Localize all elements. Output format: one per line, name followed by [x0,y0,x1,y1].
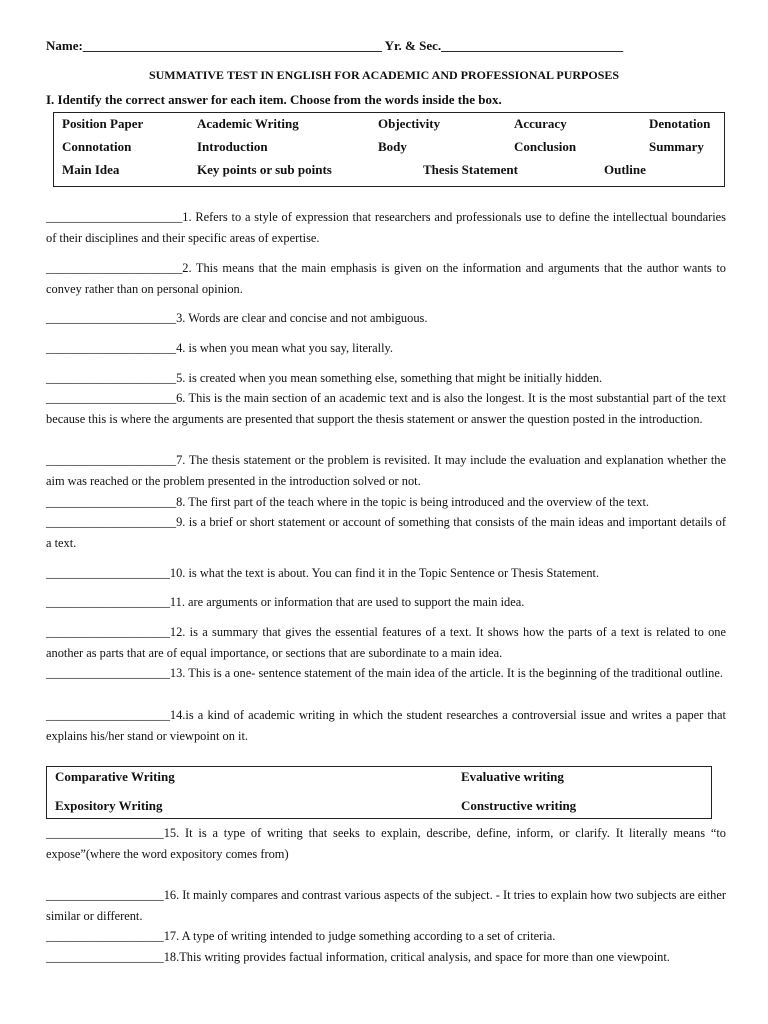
instruction: I. Identify the correct answer for each item. Choose from the words inside the box. [46,92,502,107]
answer-blank[interactable]: ___________________ [46,929,164,943]
question-text: 12. is a summary that gives the essential features of a text. It shows how the parts of a text is related to one another as parts that are of equal importance, or sections that are subordinate to a main idea. [46,625,726,660]
answer-blank[interactable]: ____________________ [46,595,170,609]
question-text: 6. This is the main section of an academic text and is also the longest. It is the most substantial part of the text because this is where the arguments are presented that support the thesis statement or answer the question posted in the introduction. [46,391,726,426]
answer-blank[interactable]: ____________________ [46,666,170,680]
answer-blank[interactable]: _____________________ [46,391,177,405]
answer-blank[interactable]: ____________________ [46,566,170,580]
question-text: 2. This means that the main emphasis is given on the information and arguments that the author wants to convey rather than on personal opinion. [46,261,726,296]
question-item [46,258,726,299]
question-text: 16. It mainly compares and contrast various aspects of the subject. - It tries to explain how two subjects are either similar or different. [46,888,726,923]
page-title: SUMMATIVE TEST IN ENGLISH FOR ACADEMIC AND PROFESSIONAL PURPOSES [148,68,620,82]
answer-blank[interactable]: _____________________ [46,515,177,529]
name-field[interactable]: ______________________________________________ [82,38,382,53]
word-choice: Constructive writing [461,798,577,813]
question-item [46,663,726,684]
question-text: 4. is when you mean what you say, literally. [176,341,394,355]
answer-blank[interactable]: ______________________ [46,210,183,224]
question-item [46,947,726,968]
question-text: 11. are arguments or information that are used to support the main idea. [169,595,525,609]
question-item [46,207,726,248]
question-text: 17. A type of writing intended to judge something according to a set of criteria. [163,929,556,943]
question-text: 15. It is a type of writing that seeks to explain, describe, define, inform, or clarify. It literally means “to expose”(where the word expository comes from) [46,826,726,861]
answer-blank[interactable]: ___________________ [46,888,164,902]
name-label: Name: [46,38,83,53]
question-item [46,622,726,663]
question-text: 3. Words are clear and concise and not ambiguous. [176,311,428,325]
answer-blank[interactable]: _____________________ [46,311,177,325]
word-box [53,112,725,187]
answer-blank[interactable]: _____________________ [46,495,177,509]
yr-sec-label: Yr. & Sec. [381,38,442,53]
question-item [46,705,726,746]
word-box-2 [46,766,712,819]
question-item [46,368,726,389]
question-item [46,592,726,613]
question-item [46,563,726,584]
question-item [46,512,726,553]
answer-blank[interactable]: ____________________ [46,625,170,639]
question-text: 14.is a kind of academic writing in which the student researches a controversial issue and writes a paper that explains his/her stand or viewpoint on it. [46,708,726,743]
question-item [46,308,726,329]
question-item [46,450,726,491]
question-item [46,388,726,429]
word-choice: Thesis Statement [423,162,518,177]
word-choice: Body [378,139,407,154]
question-item [46,885,726,926]
answer-blank[interactable]: ____________________ [46,708,170,722]
question-text: 1. Refers to a style of expression that researchers and professionals use to define the intellectual boundaries of their disciplines and their specific areas of expertise. [46,210,726,245]
question-text: 5. is created when you mean something else, something that might be initially hidden. [176,371,603,385]
word-choice: Main Idea [62,162,120,177]
question-item [46,823,726,864]
word-choice: Objectivity [378,116,441,131]
word-choice: Introduction [197,139,268,154]
answer-blank[interactable]: _____________________ [46,341,177,355]
question-item [46,492,726,513]
question-text: 9. is a brief or short statement or account of something that consists of the main ideas and important details of a text. [46,515,726,550]
word-choice: Position Paper [62,116,144,131]
yr-sec-field[interactable]: ____________________________ [441,38,624,53]
answer-blank[interactable]: _____________________ [46,453,177,467]
answer-blank[interactable]: _____________________ [46,371,177,385]
answer-blank[interactable]: ______________________ [46,261,183,275]
answer-blank[interactable]: ___________________ [46,826,164,840]
name-section [46,38,623,54]
word-choice: Academic Writing [197,116,299,131]
question-item [46,338,726,359]
question-text: 7. The thesis statement or the problem is revisited. It may include the evaluation and explanation whether the aim was reached or the problem presented in the introduction solved or not. [46,453,726,488]
word-choice: Accuracy [514,116,567,131]
word-choice: Summary [649,139,704,154]
question-item [46,926,726,947]
word-choice: Evaluative writing [461,769,564,784]
question-text: 10. is what the text is about. You can find it in the Topic Sentence or Thesis Statement. [169,566,600,580]
word-choice: Key points or sub points [197,162,332,177]
word-choice: Comparative Writing [55,769,175,784]
question-text: 8. The first part of the teach where in the topic is being introduced and the overview of the text. [176,495,649,509]
word-choice: Connotation [62,139,132,154]
word-choice: Conclusion [514,139,577,154]
word-choice: Expository Writing [55,798,163,813]
answer-blank[interactable]: ___________________ [46,950,164,964]
word-choice: Denotation [649,116,711,131]
question-text: 18.This writing provides factual information, critical analysis, and space for more than one viewpoint. [163,950,670,964]
question-text: 13. This is a one- sentence statement of the main idea of the article. It is the beginning of the traditional outline. [169,666,723,680]
word-choice: Outline [604,162,646,177]
